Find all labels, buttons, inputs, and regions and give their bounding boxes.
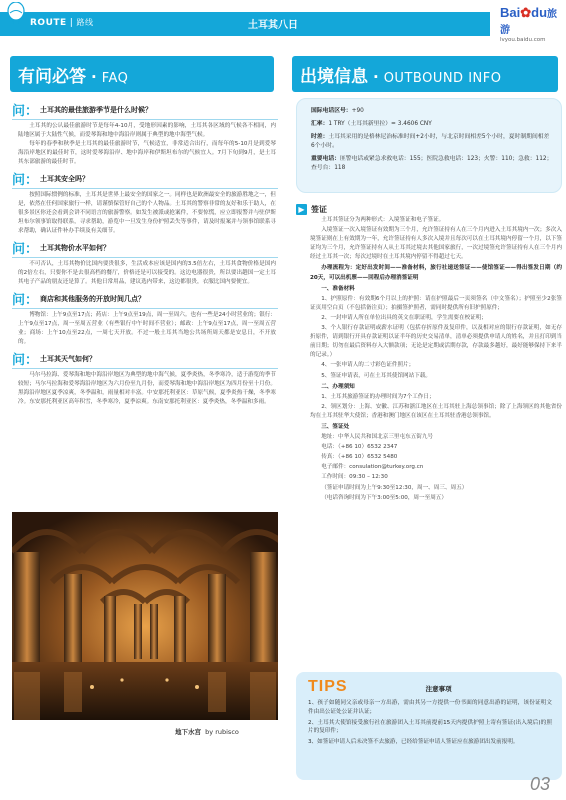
faq-answer-paragraph: 不可否认，土耳其物价比国内要贵很多，生活成本应该是国内的3.5倍左右，土耳其食物价格是国内的2倍左右，只要你不是去很高档的餐厅，价格还是可以接受的。这边电器很贵，所以要出趟国一定土耳其电子产品的朋友还是算了。其他日常用品，建议选内带来，这边都很贵，衣服比国内要便宜。	[18, 261, 276, 285]
exchange-rate-label: 汇率：	[311, 121, 329, 127]
visa-section-heading: 一、准备材料	[321, 285, 355, 292]
embassy-hours: 工作时间：09:30 – 12:30	[321, 474, 388, 481]
country-code-label: 国际电话区号：	[311, 108, 352, 114]
faq-question-title: 土耳其物价水平如何？	[40, 243, 110, 252]
faq-item	[12, 102, 278, 167]
time-difference-value: 土耳其采用的是格林尼治标准时间+2小时，与北京时间相差5个小时，夏时制期间相差6个小时。	[311, 134, 550, 149]
visa-note-item: 1、土耳其旅游签证的办理时间为7个工作日；	[321, 393, 435, 400]
tip-item: 2、土耳其大使馆接受旅行社在旅游团入土耳其前提前15天内提供护照上寄有签证(出入境后)的照片的复印件；	[308, 719, 552, 735]
faq-question-title: 土耳其天气如何？	[40, 354, 96, 363]
visa-section	[296, 202, 562, 504]
time-difference-label: 时差：	[311, 134, 329, 140]
faq-item	[12, 291, 278, 347]
question-mark-label: 问：	[12, 173, 39, 188]
faq-question-title: 商店和其他服务的开放时间几点？	[40, 294, 145, 303]
page-number: 03	[530, 774, 551, 794]
visa-title: 签证	[311, 204, 327, 214]
baidu-url: lvyou.baidu.com	[500, 37, 546, 43]
visa-section-heading: 二、办理须知	[321, 383, 355, 390]
visa-material-item: 4、一张申请人的二寸彩色证件照片；	[321, 362, 415, 369]
country-code-value: +90	[351, 108, 364, 114]
route-label: ROUTE | 路线	[30, 18, 94, 28]
outbound-banner-en: OUTBOUND INFO	[383, 71, 502, 86]
question-mark-label: 问：	[12, 242, 39, 257]
question-mark-label: 问：	[12, 104, 39, 119]
faq-answer-paragraph: 每年的春季和秋季是土耳其的最佳旅游时节，气候适宜，非常适合出行，而每年的5-10月是到爱琴海沿岸地区的最佳时节，这时爱琴海沿岸、地中海岸和伊斯坦布尔的气候宜人。7月下旬到9月，是土耳其东部旅游的最佳时节。	[18, 141, 276, 165]
route-text: ROUTE	[30, 18, 67, 28]
question-mark-label: 问：	[12, 293, 39, 308]
photo-caption	[175, 727, 239, 736]
visa-note-item: 2、领区划分：上海、安徽、江苏和浙江地区在土耳其驻上海总领事馆；除了上海领区的其他省份均在土耳其驻华大使馆；香港和澳门地区在该区在土耳其驻香港总领事馆。	[310, 403, 562, 419]
faq-column	[12, 98, 278, 407]
baidu-travel-logo: Bai✿du旅游 lvyou.baidu.com	[500, 5, 562, 39]
visa-material-item: 2、一封申请人所在单位出具的英文在职证明，学生需要在校证明；	[321, 314, 487, 321]
visa-section-heading: 三、签证处	[321, 423, 350, 430]
faq-banner-cn: 有问必答	[18, 67, 86, 87]
visa-material-item: 3、个人银行存款证明或薪水证明（包括存折原件及复印件，以及相对应的银行存款证明，如无存折原件，请到银行开具存款证明以证半年的历史交易清单，清单必须提供申请人的姓名，并且打印到当前日期；切勿在最后资料存入大额款项；无论是定期或活期存款，存款最多越好，最好能够保持下来半的记录。）	[310, 325, 562, 359]
embassy-phone: 电话：（+86 10）6532 2347	[321, 444, 398, 451]
visa-paragraph: 土耳其签证分为两种形式：入境签证和电子签证。	[321, 217, 445, 223]
outbound-banner: 出境信息 · OUTBOUND INFO	[292, 56, 558, 92]
basilica-cistern-photo	[12, 512, 278, 720]
faq-item	[12, 240, 278, 287]
tips-box	[296, 672, 562, 780]
caption-by: by	[205, 728, 214, 736]
page-title: 土耳其八日	[248, 20, 298, 31]
visa-process: 办理流程为：定好出发时间——准备材料，旅行社递送签证——使馆签证——得出签发日期（约20天，可以出机票——回程后办理消签证明	[310, 265, 562, 281]
basic-info-box	[296, 98, 562, 193]
embassy-hours-note: （签证申请时间为上午9:30至12:30，周一、周三、周五）	[321, 484, 468, 491]
outbound-banner-cn: 出境信息	[300, 67, 368, 87]
emergency-phone-label: 重要电话：	[311, 156, 340, 162]
faq-answer-paragraph: 土耳其的公认最佳旅游时节是每年4-10月，受地形因素的影响，土耳其各区域的气候各不相同，内陆地区属于大陆性气候，而爱琴海和地中海沿岸则属于典型的地中海型气候。	[18, 123, 276, 138]
tips-notice-heading: 注意事项	[425, 685, 452, 693]
faq-question-title: 土耳其的最佳旅游季节是什么时候？	[40, 105, 152, 114]
faq-item	[12, 351, 278, 407]
tips-title: TIPS	[308, 678, 348, 695]
caption-author: rubisco	[215, 728, 239, 736]
visa-paragraph: 入境签证一次入境签证有效期为三个月，允许签证持有人在三个月内进入土耳其境内一次；多次入境签证则在上有效期为一年，允许签证持有人多次入境并且每次可以在土耳其境内停留一个月，以下签证均为三个月，允许签证持有人从土耳其过境去其他国家旅行，一次过境签允许签证持有人在三个月内经过土耳其一次；每次过境时在土耳其境内停留不得超过七天。	[310, 227, 562, 261]
tip-item: 3、如签证申请人后未决签不去旅游，已经给签证申请人签证应在旅游团出发前报明。	[308, 739, 519, 746]
embassy-fax: 传真：（+86 10）6532 5480	[321, 454, 398, 461]
question-mark-label: 问：	[12, 353, 39, 368]
page-header	[0, 0, 566, 46]
faq-question-title: 土耳其安全吗？	[40, 174, 89, 183]
visa-icon: ▶	[296, 204, 307, 215]
faq-answer-paragraph: 马尔马拉海、爱琴海和地中海沿岸地区为典型的地中海气候，夏季炎热，冬季寒冷，适于游览的季节较短；马尔马拉海和爱琴海沿岸地区为六月份至九月份，而爱琴海和地中海沿岸地区为四月份至十月份。黑海沿岸地区夏季凉爽，冬季温和，雨量相对丰富。中安那托利亚区：草原气候，夏季炎热干燥，冬季寒冷。东安那托利亚区高年积雪，冬季寒冷，夏季凉爽。东南安那托利亚区：夏季炎热，冬季温和多雨。	[18, 372, 276, 405]
visa-material-item: 5、签证申请表，可在土耳其使馆网站下载。	[321, 372, 432, 379]
faq-answer-paragraph: 按照国际惯例的标准，土耳其是世界上最安全的国家之一。同样也是欧洲最安全的旅游胜地之一，但是，依然在任何国家旅行一样，请谨慎保管好自己的个人物品。土耳其的警察非常的友好和乐于助人，在很多景区你还会看到会讲不同语言的旅游警察。如发生被派或抢案件，不要惊慌，应立即报警并与驻伊斯坦布尔领事馆取得联系，寻求帮助，游览中一旦发生身份护照丢失等事件，请及时报案并与领事馆联系寻求帮助，确认证件补办手续及有关细节。	[18, 192, 276, 234]
exchange-rate-value: 1 TRY（土耳其新里拉）= 3.4606 CNY	[328, 121, 432, 127]
caption-title: 地下水宫	[175, 728, 201, 736]
faq-banner-en: FAQ	[101, 71, 129, 86]
embassy-email: 电子邮件：consulation@turkey.org.cn	[321, 464, 424, 471]
embassy-address: 地址：中华人民共和国北京三里屯东五街九号	[321, 434, 434, 441]
embassy-hours-note: （电话咨询时间为下午3:00至5:00，周一至周五）	[321, 494, 447, 501]
faq-banner: 有问必答 · FAQ	[10, 56, 274, 92]
visa-material-item: 1、护照原件：有效期6个月以上的护照：请在护照最后一页须签名（中文签名）；护照至少2张签证页用空白页（不包括备注页）；拍摄签护照者，需同时提供所有旧护照原件；	[310, 295, 562, 311]
faq-item	[12, 171, 278, 236]
faq-answer-paragraph: 博物馆：上午9点至17点；药店：上午9点至19点，周一至周六。也有一些是24小时营业的；银行：上午9点至17点，周一至周五营业（有些银行中午时间不营业）；邮政：上午9点至17点，周一至周五营业；商场：上午10点至22点，一周七天开放。不过一般土耳其当地公共场所周天都是安息日，不开放的。	[18, 312, 276, 345]
emergency-phone-value: 匪警电话或紧急求救电话：155；医院急救电话：123；火警：110；急救：112；查号台：118	[311, 156, 553, 171]
cistern-illustration	[12, 512, 278, 720]
hot-air-balloon-icon	[6, 2, 26, 28]
tip-item: 1、孩子如随同父亲或母亲一方出游，需由其另一方提供一份书面的同意出游的证明，该份证明文件由出公证处公证并认证；	[308, 700, 552, 715]
route-sub-text: 路线	[76, 18, 94, 27]
